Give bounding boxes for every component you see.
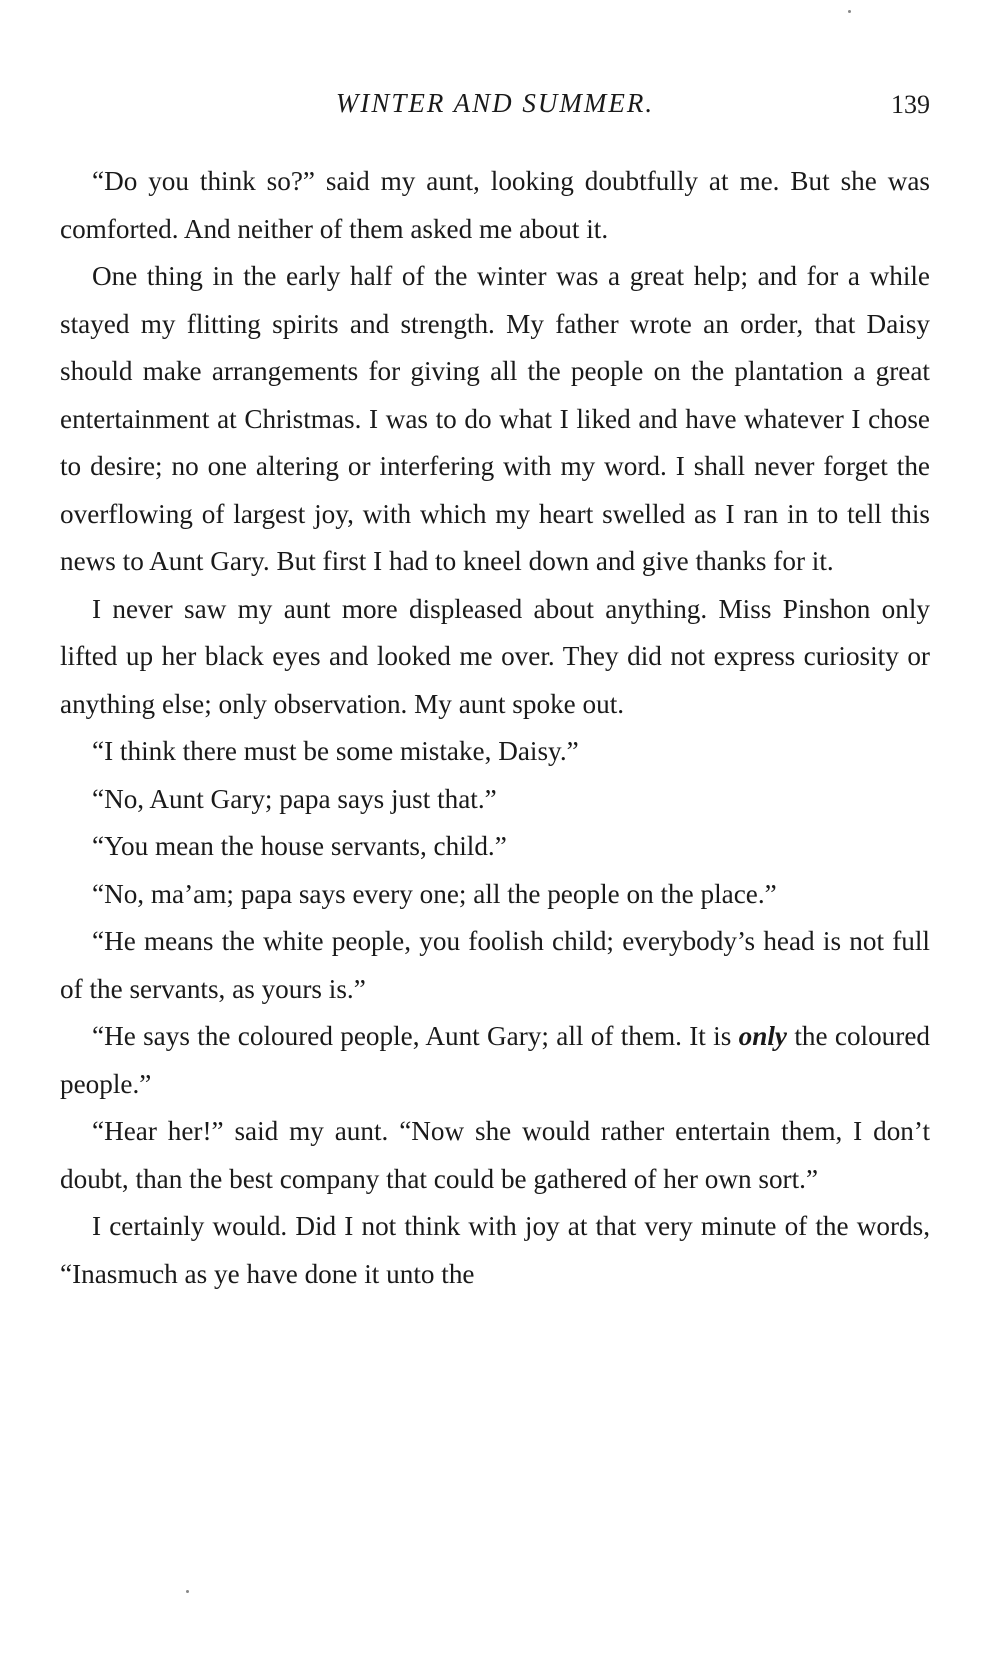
paragraph: I never saw my aunt more displeased about anything. Miss Pinshon only lifted up her black eyes and looked me over. They did not express curiosity or anything else; only observation. My aunt spoke out. [60, 593, 930, 719]
paragraph: “He means the white people, you foolish child; everybody’s head is not full of the servants, as yours is.” [60, 926, 930, 1004]
paragraph: One thing in the early half of the winter was a great help; and for a while stayed my flitting spirits and strength. My father wrote an order, that Daisy should make arrangements for giving all the people on the plantation a great entertainment at Christmas. I was to do what I liked and have whatever I chose to desire; no one altering or interfering with my word. I shall never forget the overflowing of largest joy, with which my heart swelled as I ran in to tell this news to Aunt Gary. But first I had to kneel down and give thanks for it. [60, 261, 930, 576]
paragraph: I certainly would. Did I not think with joy at that very minute of the words, “Inasmuch as ye have done it unto the [60, 1211, 930, 1289]
paragraph: “You mean the house servants, child.” [92, 831, 507, 861]
paragraph: “No, ma’am; papa says every one; all the people on the place.” [92, 878, 777, 909]
running-title: WINTER AND SUMMER. [335, 88, 655, 118]
page-header [60, 88, 930, 128]
scan-speck [848, 10, 851, 13]
scan-speck [186, 1590, 189, 1593]
paragraph-text: “He says the coloured people, Aunt Gary; all of them. It is [92, 1021, 739, 1051]
page-number: 139 [891, 90, 930, 119]
body-text [60, 158, 930, 1298]
paragraph-text: the coloured people.” [60, 1021, 930, 1099]
paragraph: “Hear her!” said my aunt. “Now she would rather entertain them, I don’t doubt, than the best company that could be gathered of her own sort.” [60, 1116, 930, 1194]
paragraph: “Do you think so?” said my aunt, looking doubtfully at me. But she was comforted. And neither of them asked me about it. [60, 166, 930, 244]
emphasis-text: only [738, 1021, 787, 1051]
paragraph: “I think there must be some mistake, Daisy.” [92, 736, 579, 766]
paragraph: “No, Aunt Gary; papa says just that.” [92, 783, 497, 814]
paragraph [60, 1013, 930, 1108]
